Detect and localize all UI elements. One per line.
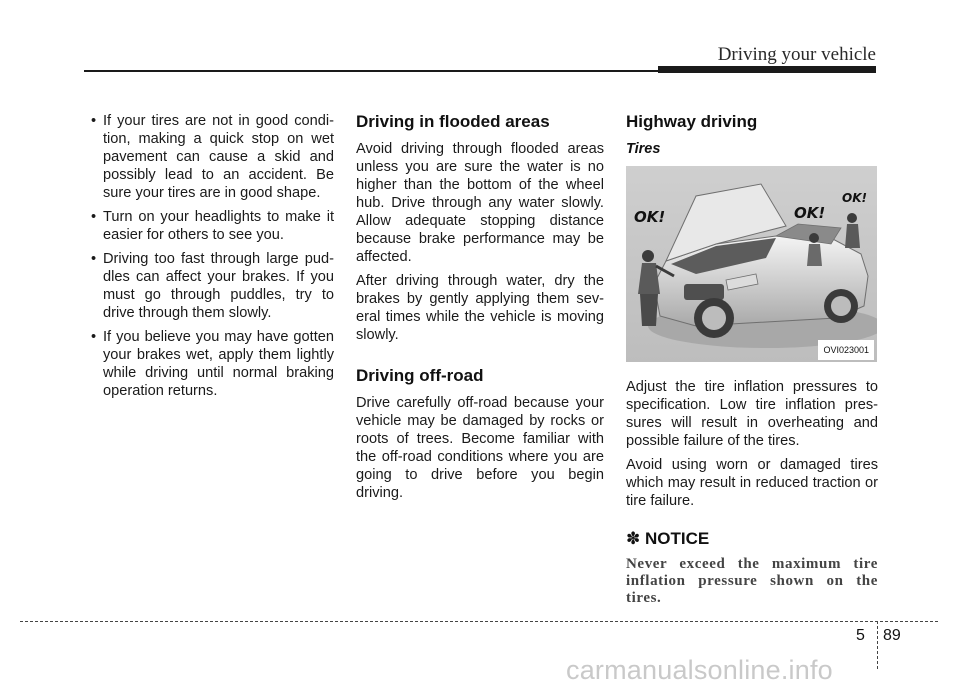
notice-text: Never exceed the maximum tire inflation pressure shown on the tires.	[626, 556, 878, 606]
page-number: 89	[883, 627, 901, 644]
tires-subheading: Tires	[626, 141, 661, 157]
watermark: carmanualsonline.info	[566, 655, 833, 685]
notice-heading-text: NOTICE	[644, 529, 710, 548]
notice-heading	[626, 530, 878, 548]
highway-heading: Highway driving	[626, 112, 758, 131]
flooded-heading: Driving in flooded areas	[356, 112, 550, 131]
footer-rule	[20, 621, 938, 622]
offroad-paragraph: Drive carefully off-road because your vehicle may be damaged by rocks or roots of trees. Become familiar with the off-road conditions where you are going to drive before you begin driving.	[356, 395, 604, 501]
figure-code: OVI023001	[818, 340, 874, 360]
column-right	[626, 112, 878, 607]
bullet-list	[91, 112, 334, 400]
ok-label-right: OK!	[842, 191, 867, 205]
notice-asterisk-icon: ✽	[626, 529, 641, 548]
car-tire-check-drawing	[626, 166, 877, 362]
header-rule-accent	[658, 66, 876, 73]
bullet-item: • Turn on your headlights to make it easier for others to see you.	[91, 208, 334, 244]
chapter-number: 5	[856, 627, 865, 644]
offroad-heading: Driving off-road	[356, 366, 484, 385]
column-middle	[356, 112, 604, 508]
tires-paragraph-2: Avoid using worn or damaged tires which may result in reduced traction or tire failure.	[626, 457, 878, 509]
header-title: Driving your vehicle	[717, 44, 876, 65]
bullet-item: • Driving too fast through large pud-dles can affect your brakes. If you must go through puddles, try to drive through them slowly.	[91, 250, 334, 322]
ok-label-left: OK!	[634, 208, 666, 226]
ok-label-middle: OK!	[794, 204, 826, 222]
tire-check-illustration	[626, 166, 877, 362]
bullet-item: • If your tires are not in good condi-tion, making a quick stop on wet pavement can cause a skid and possibly lead to an accident. Be sure your tires are in good shape.	[91, 112, 334, 202]
column-left	[91, 112, 334, 406]
tires-paragraph-1: Adjust the tire inflation pressures to specification. Low tire inflation pres-sures will result in overheating and possible failure of the tires.	[626, 379, 878, 449]
footer-divider	[877, 621, 878, 669]
flooded-paragraph-1: Avoid driving through flooded areas unless you are sure the water is no higher than the bottom of the wheel hub. Drive through any water slowly. Allow adequate stopping distance because brake performance may be affected.	[356, 141, 604, 265]
header-rule	[84, 70, 660, 72]
flooded-paragraph-2: After driving through water, dry the brakes by gently applying them sev-eral times while the vehicle is moving slowly.	[356, 273, 604, 343]
bullet-item: • If you believe you may have gotten your brakes wet, apply them lightly while driving until normal braking operation returns.	[91, 328, 334, 400]
